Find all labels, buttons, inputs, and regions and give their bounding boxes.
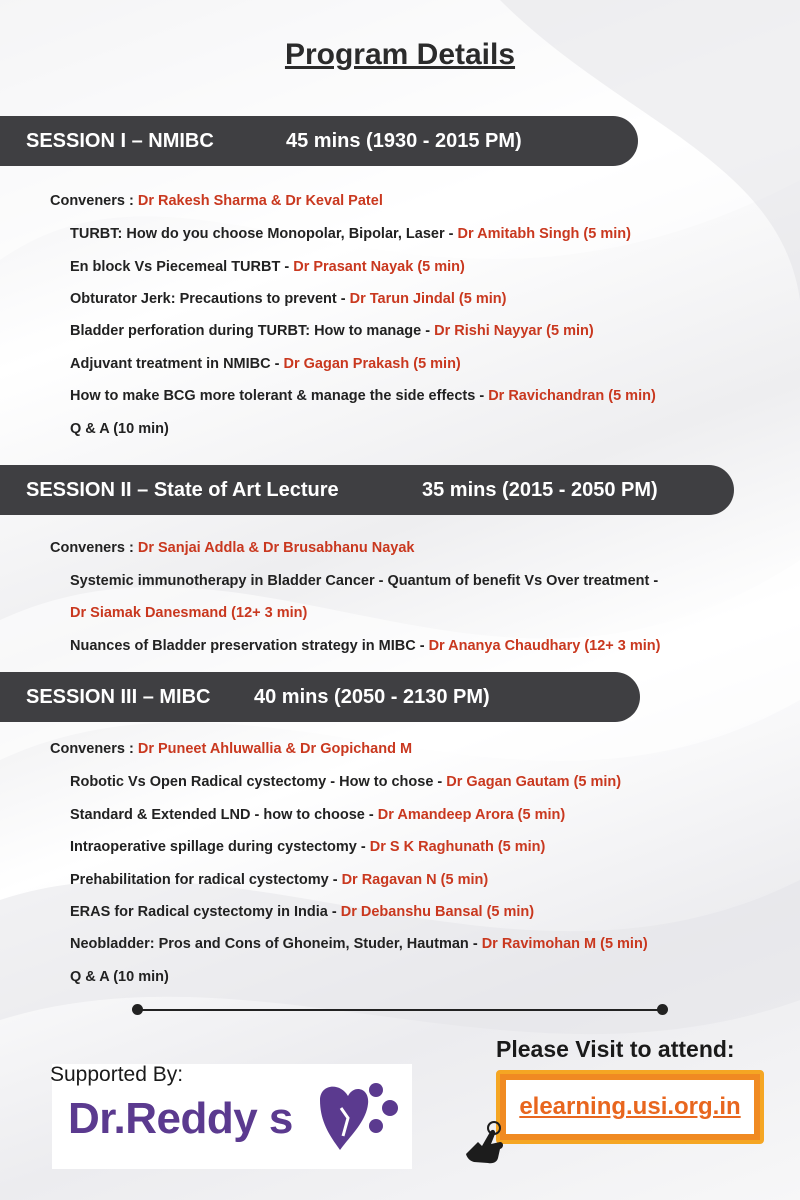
session-1-qa xyxy=(70,420,169,438)
session-2-name: SESSION II – State of Art Lecture xyxy=(26,478,339,501)
item-speaker: Dr Rishi Nayyar (5 min) xyxy=(434,323,594,339)
sponsor-logo-mark-icon xyxy=(310,1078,400,1158)
item-speaker: Dr Amitabh Singh (5 min) xyxy=(457,226,631,242)
item-topic: Neobladder: Pros and Cons of Ghoneim, Studer, Hautman - xyxy=(70,936,482,952)
supported-by-label: Supported By: xyxy=(50,1063,184,1086)
conveners-label: Conveners : xyxy=(50,193,138,209)
item-topic: Systemic immunotherapy in Bladder Cancer - Quantum of benefit Vs Over treatment - xyxy=(70,573,659,589)
session-3-item-6 xyxy=(70,935,648,953)
session-2-banner xyxy=(0,465,734,515)
session-1-item-5 xyxy=(70,355,461,373)
session-3-item-5 xyxy=(70,903,534,921)
item-speaker: Dr S K Raghunath (5 min) xyxy=(369,839,546,855)
item-speaker: Dr Ragavan N (5 min) xyxy=(341,872,489,888)
conveners-names: Dr Sanjai Addla & Dr Brusabhanu Nayak xyxy=(137,540,415,556)
item-speaker: Dr Ananya Chaudhary (12+ 3 min) xyxy=(428,638,661,654)
item-topic: Standard & Extended LND - how to choose - xyxy=(70,807,378,823)
item-topic: ERAS for Radical cystectomy in India - xyxy=(70,904,341,920)
divider-dot-right xyxy=(657,1004,668,1015)
conveners-names: Dr Puneet Ahluwallia & Dr Gopichand M xyxy=(137,741,413,757)
session-3-time: 40 mins (2050 - 2130 PM) xyxy=(254,685,490,708)
session-3-conveners xyxy=(50,740,412,758)
page-title: Program Details xyxy=(284,38,516,71)
session-2-item-2 xyxy=(70,637,661,655)
session-1-conveners xyxy=(50,192,383,210)
session-1-item-2 xyxy=(70,258,465,276)
conveners-label: Conveners : xyxy=(50,741,138,757)
item-topic: Obturator Jerk: Precautions to prevent - xyxy=(70,291,350,307)
item-speaker: Dr Gagan Prakash (5 min) xyxy=(283,356,461,372)
session-1-banner xyxy=(0,116,638,166)
item-speaker: Dr Amandeep Arora (5 min) xyxy=(377,807,566,823)
session-3-banner xyxy=(0,672,640,722)
item-topic: Robotic Vs Open Radical cystectomy - How to chose - xyxy=(70,774,447,790)
item-speaker: Dr Tarun Jindal (5 min) xyxy=(349,291,507,307)
item-speaker: Dr Debanshu Bansal (5 min) xyxy=(340,904,535,920)
item-topic: Nuances of Bladder preservation strategy in MIBC - xyxy=(70,638,429,654)
session-1-item-1 xyxy=(70,225,631,243)
item-speaker: Dr Ravichandran (5 min) xyxy=(488,388,656,404)
conveners-names: Dr Rakesh Sharma & Dr Keval Patel xyxy=(137,193,383,209)
divider-line xyxy=(138,1009,662,1011)
session-3-item-4 xyxy=(70,871,488,889)
session-3-item-1 xyxy=(70,773,621,791)
url-inner xyxy=(506,1080,754,1134)
session-1-name: SESSION I – NMIBC xyxy=(26,129,214,152)
item-topic: Adjuvant treatment in NMIBC - xyxy=(70,356,284,372)
session-1-time: 45 mins (1930 - 2015 PM) xyxy=(286,129,522,152)
item-topic: En block Vs Piecemeal TURBT - xyxy=(70,259,294,275)
session-1-item-6 xyxy=(70,387,656,405)
item-topic: Q & A (10 min) xyxy=(70,969,169,985)
item-topic: Q & A (10 min) xyxy=(70,421,169,437)
item-speaker: Dr Prasant Nayak (5 min) xyxy=(293,259,465,275)
item-topic: Intraoperative spillage during cystectomy - xyxy=(70,839,370,855)
session-2-time: 35 mins (2015 - 2050 PM) xyxy=(422,478,658,501)
divider-dot-left xyxy=(132,1004,143,1015)
pointing-hand-icon xyxy=(460,1118,508,1166)
sponsor-logo-text: Dr.Reddy s xyxy=(68,1094,293,1143)
session-3-name: SESSION III – MIBC xyxy=(26,685,211,708)
session-1-item-4 xyxy=(70,322,594,340)
item-topic: Bladder perforation during TURBT: How to manage - xyxy=(70,323,435,339)
url-box[interactable] xyxy=(496,1070,764,1144)
session-2-item-1 xyxy=(70,572,658,590)
item-topic: How to make BCG more tolerant & manage the side effects - xyxy=(70,388,489,404)
item-speaker: Dr Ravimohan M (5 min) xyxy=(481,936,648,952)
conveners-label: Conveners : xyxy=(50,540,138,556)
session-1-item-3 xyxy=(70,290,506,308)
session-3-qa xyxy=(70,968,169,986)
item-speaker: Dr Siamak Danesmand (12+ 3 min) xyxy=(70,605,308,621)
item-speaker: Dr Gagan Gautam (5 min) xyxy=(446,774,622,790)
visit-label: Please Visit to attend: xyxy=(496,1036,735,1062)
session-2-item-1-speaker xyxy=(70,604,307,622)
session-3-item-3 xyxy=(70,838,545,856)
item-topic: TURBT: How do you choose Monopolar, Bipolar, Laser - xyxy=(70,226,458,242)
item-topic: Prehabilitation for radical cystectomy - xyxy=(70,872,342,888)
url-link[interactable]: elearning.usi.org.in xyxy=(519,1093,741,1120)
session-3-item-2 xyxy=(70,806,565,824)
session-2-conveners xyxy=(50,539,415,557)
